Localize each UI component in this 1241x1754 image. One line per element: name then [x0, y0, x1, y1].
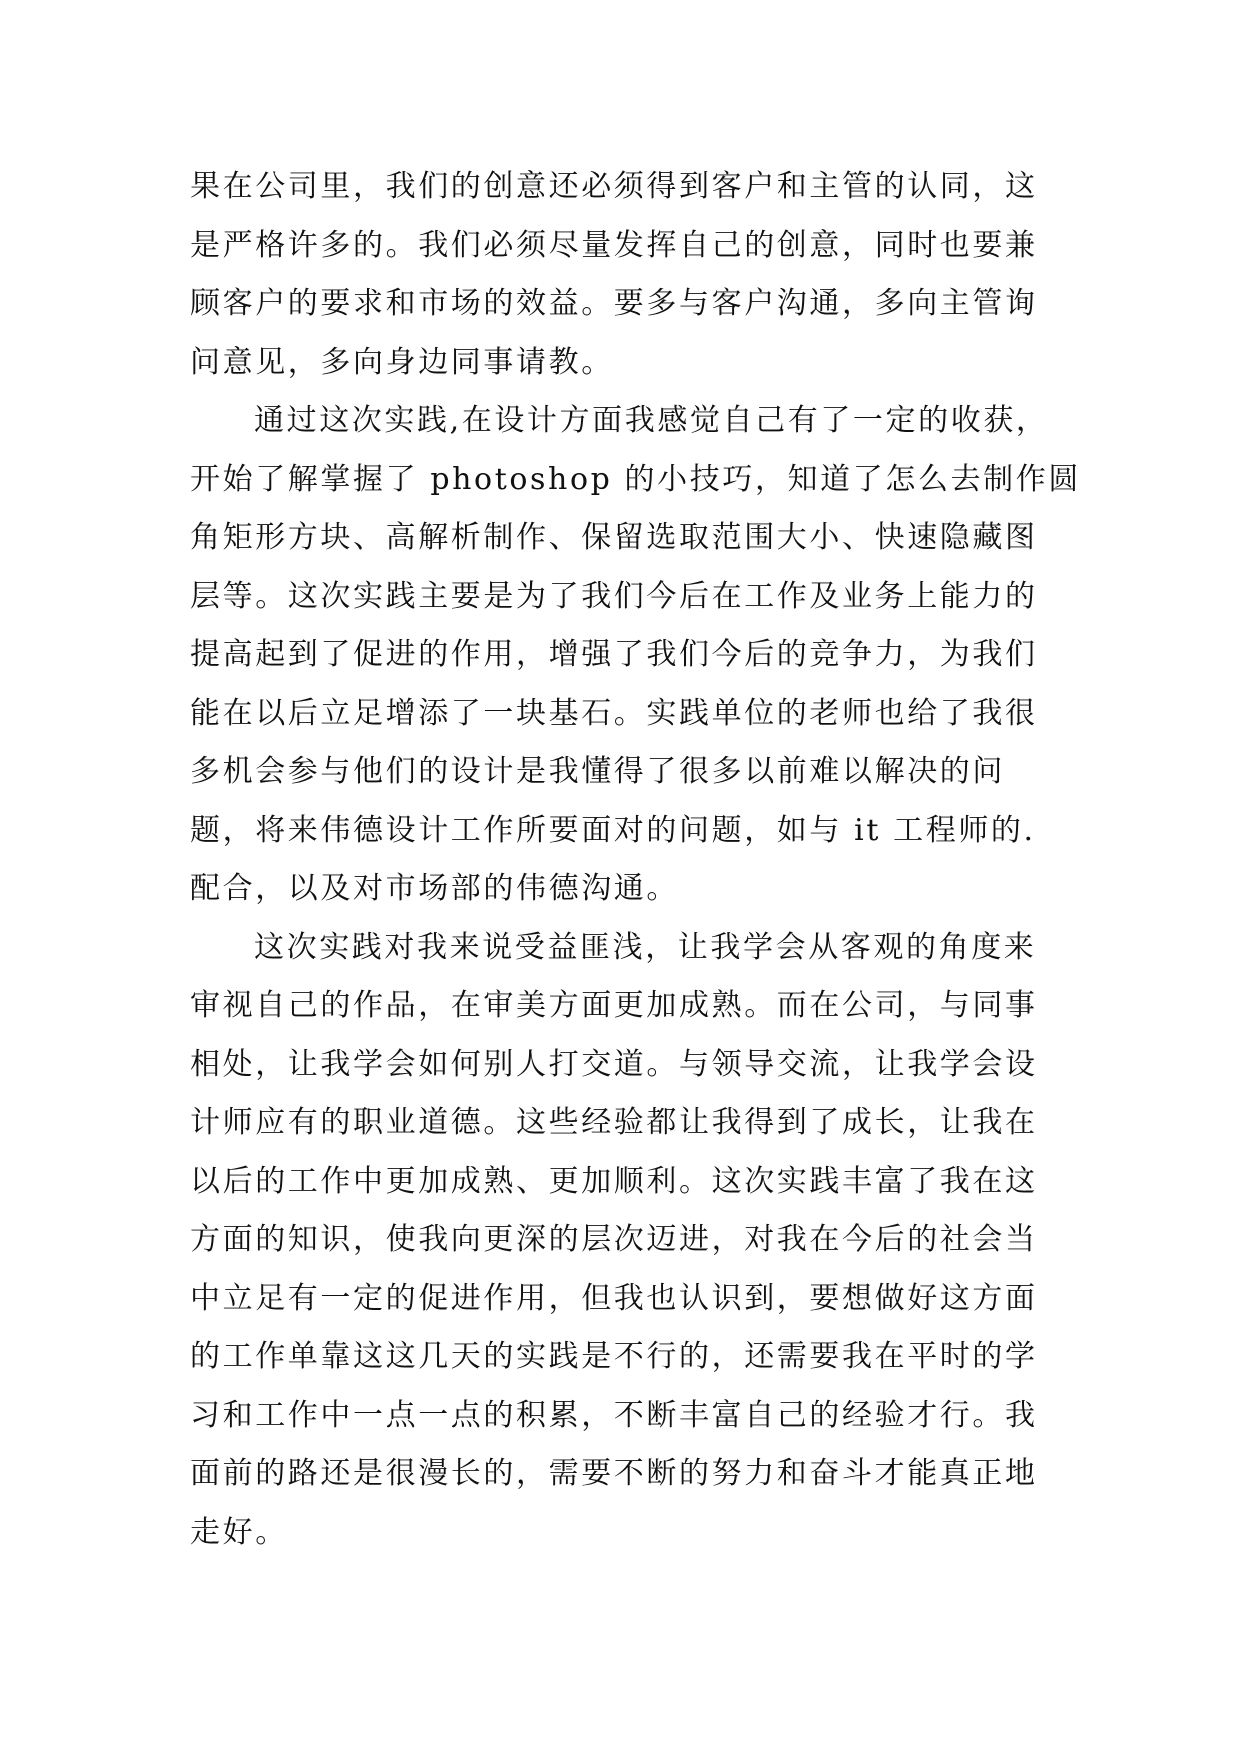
text-line: 以后的工作中更加成熟、更加顺利。这次实践丰富了我在这 — [190, 1163, 1038, 1199]
text-line: 提高起到了促进的作用，增强了我们今后的竞争力，为我们 — [190, 637, 1038, 672]
text-line: 计师应有的职业道德。这些经验都让我得到了成长，让我在 — [190, 1105, 1038, 1140]
paragraph-first-line: 通过这次实践,在设计方面我感觉自己有了一定的收获， — [254, 403, 1049, 438]
text-line: 相处，让我学会如何别人打交道。与领导交流，让我学会设 — [190, 1046, 1038, 1082]
text-line: 多机会参与他们的设计是我懂得了很多以前难以解决的问 — [190, 754, 1005, 789]
text-line: 面前的路还是很漫长的，需要不断的努力和奋斗才能真正地 — [190, 1456, 1038, 1491]
text-line: 是严格许多的。我们必须尽量发挥自己的创意，同时也要兼 — [190, 227, 1038, 263]
text-line: 果在公司里，我们的创意还必须得到客户和主管的认同，这 — [190, 169, 1038, 204]
body-text — [190, 158, 1081, 1562]
text-line: 顾客户的要求和市场的效益。要多与客户沟通，多向主管询 — [190, 286, 1038, 321]
text-line: 中立足有一定的促进作用，但我也认识到，要想做好这方面 — [190, 1280, 1038, 1316]
text-line: 角矩形方块、高解析制作、保留选取范围大小、快速隐藏图 — [190, 520, 1038, 555]
text-line: 习和工作中一点一点的积累，不断丰富自己的经验才行。我 — [190, 1397, 1038, 1433]
text-line: 配合，以及对市场部的伟德沟通。 — [190, 871, 679, 906]
text-line: 走好。 — [190, 1514, 288, 1550]
text-line: 层等。这次实践主要是为了我们今后在工作及业务上能力的 — [190, 578, 1038, 614]
text-line: 方面的知识，使我向更深的层次迈进，对我在今后的社会当 — [190, 1222, 1038, 1257]
text-line: 的工作单靠这这几天的实践是不行的，还需要我在平时的学 — [190, 1339, 1038, 1374]
text-line: 题，将来伟德设计工作所要面对的问题，如与 it 工程师的. — [190, 812, 1036, 848]
text-line: 开始了解掌握了 photoshop 的小技巧，知道了怎么去制作圆 — [190, 461, 1081, 497]
text-line: 审视自己的作品，在审美方面更加成熟。而在公司，与同事 — [190, 988, 1038, 1023]
text-line: 问意见，多向身边同事请教。 — [190, 344, 614, 380]
paragraph-first-line: 这次实践对我来说受益匪浅，让我学会从客观的角度来 — [254, 929, 1037, 965]
text-line: 能在以后立足增添了一块基石。实践单位的老师也给了我很 — [190, 695, 1038, 731]
